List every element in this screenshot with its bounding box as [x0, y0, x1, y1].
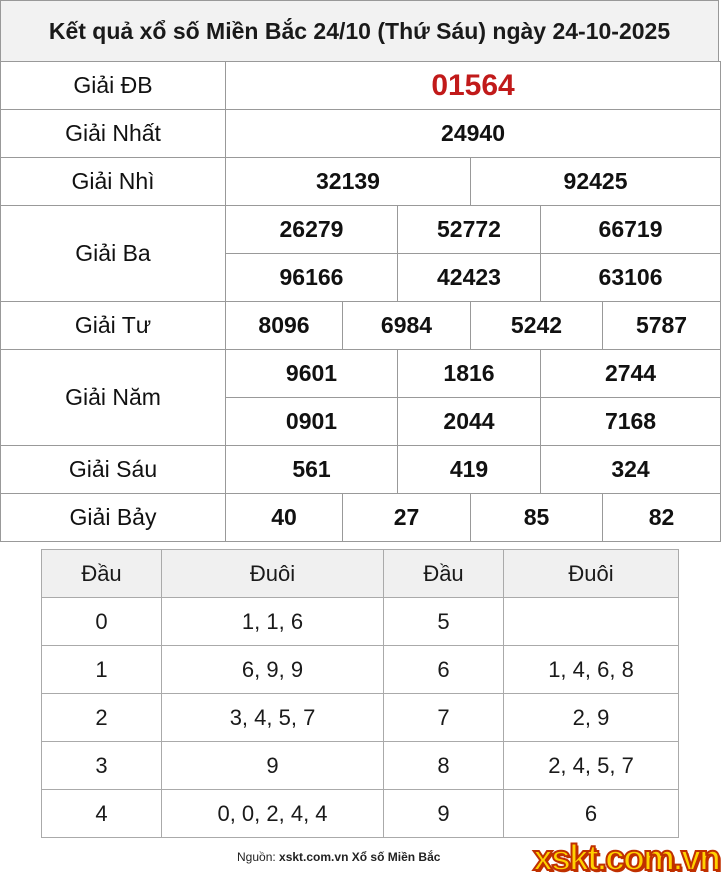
prize-number: 9601 — [226, 350, 398, 398]
site-logo[interactable]: xskt.com.vn — [532, 837, 720, 878]
duoi-cell: 2, 4, 5, 7 — [504, 742, 679, 790]
prize-row-sau — [1, 446, 721, 494]
prize-number: 26279 — [226, 206, 398, 254]
prize-number: 66719 — [541, 206, 721, 254]
table-row — [42, 694, 679, 742]
dau-cell: 7 — [384, 694, 504, 742]
table-row — [42, 598, 679, 646]
prize-number: 24940 — [226, 110, 721, 158]
column-header: Đuôi — [162, 550, 384, 598]
prize-number: 85 — [471, 494, 603, 542]
duoi-cell: 3, 4, 5, 7 — [162, 694, 384, 742]
prize-label: Giải Sáu — [1, 446, 226, 494]
dau-cell: 4 — [42, 790, 162, 838]
prize-number: 63106 — [541, 254, 721, 302]
prize-row-nam — [1, 350, 721, 398]
prize-row-db — [1, 62, 721, 110]
duoi-cell — [504, 598, 679, 646]
prize-number: 2744 — [541, 350, 721, 398]
prize-row-nhi — [1, 158, 721, 206]
prize-row-bay — [1, 494, 721, 542]
column-header: Đuôi — [504, 550, 679, 598]
prize-row-tu — [1, 302, 721, 350]
duoi-cell: 1, 1, 6 — [162, 598, 384, 646]
prize-number: 324 — [541, 446, 721, 494]
prize-number: 52772 — [398, 206, 541, 254]
prize-number: 92425 — [471, 158, 721, 206]
prize-number: 0901 — [226, 398, 398, 446]
prize-label: Giải Năm — [1, 350, 226, 446]
source-prefix: Nguồn: — [237, 850, 280, 864]
prize-label: Giải Nhất — [1, 110, 226, 158]
prize-row-ba — [1, 206, 721, 254]
prize-label: Giải Bảy — [1, 494, 226, 542]
prize-number: 5787 — [603, 302, 721, 350]
prize-number: 32139 — [226, 158, 471, 206]
duoi-cell: 9 — [162, 742, 384, 790]
dau-cell: 2 — [42, 694, 162, 742]
dau-cell: 3 — [42, 742, 162, 790]
duoi-cell: 2, 9 — [504, 694, 679, 742]
special-prize-number: 01564 — [226, 62, 721, 110]
prize-number: 8096 — [226, 302, 343, 350]
column-header: Đầu — [42, 550, 162, 598]
prize-number: 96166 — [226, 254, 398, 302]
prize-number: 42423 — [398, 254, 541, 302]
prize-number: 561 — [226, 446, 398, 494]
column-header: Đầu — [384, 550, 504, 598]
table-row — [42, 790, 679, 838]
dau-cell: 6 — [384, 646, 504, 694]
dau-cell: 9 — [384, 790, 504, 838]
loto-table — [41, 549, 679, 838]
duoi-cell: 0, 0, 2, 4, 4 — [162, 790, 384, 838]
prize-number: 6984 — [343, 302, 471, 350]
dau-cell: 8 — [384, 742, 504, 790]
table-row — [42, 646, 679, 694]
prize-label: Giải Nhì — [1, 158, 226, 206]
source-link[interactable]: xskt.com.vn Xổ số Miền Bắc — [279, 850, 441, 864]
table-row — [42, 742, 679, 790]
prize-number: 419 — [398, 446, 541, 494]
duoi-cell: 6, 9, 9 — [162, 646, 384, 694]
dau-cell: 5 — [384, 598, 504, 646]
prize-number: 82 — [603, 494, 721, 542]
duoi-cell: 1, 4, 6, 8 — [504, 646, 679, 694]
prize-number: 27 — [343, 494, 471, 542]
prize-number: 40 — [226, 494, 343, 542]
duoi-cell: 6 — [504, 790, 679, 838]
loto-header-row — [42, 550, 679, 598]
prize-label: Giải Ba — [1, 206, 226, 302]
page-title: Kết quả xổ số Miền Bắc 24/10 (Thứ Sáu) ngày 24-10-2025 — [0, 0, 719, 62]
results-table — [0, 61, 721, 542]
prize-label: Giải Tư — [1, 302, 226, 350]
source-note — [237, 850, 440, 864]
prize-label: Giải ĐB — [1, 62, 226, 110]
prize-number: 1816 — [398, 350, 541, 398]
prize-number: 5242 — [471, 302, 603, 350]
prize-number: 7168 — [541, 398, 721, 446]
dau-cell: 1 — [42, 646, 162, 694]
dau-cell: 0 — [42, 598, 162, 646]
prize-number: 2044 — [398, 398, 541, 446]
prize-row-nhat — [1, 110, 721, 158]
